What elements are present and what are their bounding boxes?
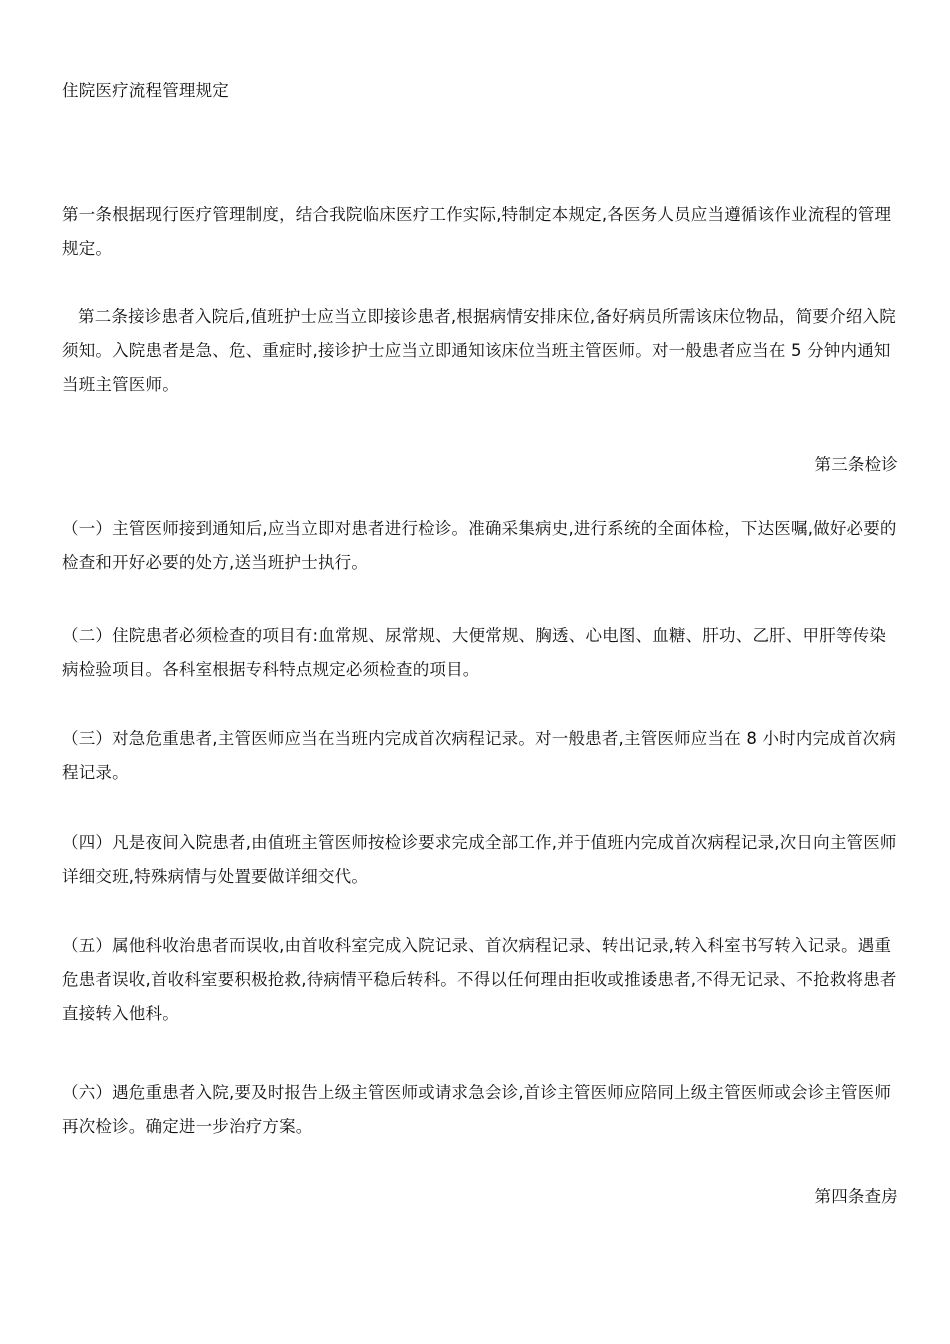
clause-5-paragraph: （五）属他科收治患者而误收,由首收科室完成入院记录、首次病程记录、转出记录,转入科室书写转入记录。遇重危患者误收,首收科室要积极抢救,待病情平稳后转科。不得以任何理由拒收或推诿患者,不得无记录、不抢救将患者直接转入他科。 [62, 936, 897, 1023]
article-3-heading: 第三条检诊 [814, 455, 898, 474]
clause-4-paragraph: （四）凡是夜间入院患者,由值班主管医师按检诊要求完成全部工作,并于值班内完成首次病程记录,次日向主管医师详细交班,特殊病情与处置要做详细交代。 [62, 833, 897, 886]
article-4-heading: 第四条查房 [814, 1187, 898, 1206]
article-1-paragraph: 第一条根据现行医疗管理制度，结合我院临床医疗工作实际,特制定本规定,各医务人员应当遵循该作业流程的管理规定。 [62, 205, 892, 258]
document-title: 住院医疗流程管理规定 [62, 81, 229, 100]
clause-3-paragraph: （三）对急危重患者,主管医师应当在当班内完成首次病程记录。对一般患者,主管医师应当在 8 小时内完成首次病程记录。 [62, 729, 897, 782]
clause-2-paragraph: （二）住院患者必须检查的项目有:血常规、尿常规、大便常规、胸透、心电图、血糖、肝功、乙肝、甲肝等传染病检验项目。各科室根据专科特点规定必须检查的项目。 [62, 626, 887, 679]
article-2-paragraph: 第二条接诊患者入院后,值班护士应当立即接诊患者,根据病情安排床位,备好病员所需该床位物品，简要介绍入院须知。入院患者是急、危、重症时,接诊护士应当立即通知该床位当班主管医师。对一般患者应当在 5 分钟内通知当班主管医师。 [62, 307, 896, 394]
clause-1-paragraph: （一）主管医师接到通知后,应当立即对患者进行检诊。准确采集病史,进行系统的全面体检，下达医嘱,做好必要的检查和开好必要的处方,送当班护士执行。 [62, 519, 897, 572]
clause-6-paragraph: （六）遇危重患者入院,要及时报告上级主管医师或请求急会诊,首诊主管医师应陪同上级主管医师或会诊主管医师再次检诊。确定进一步治疗方案。 [62, 1083, 892, 1136]
